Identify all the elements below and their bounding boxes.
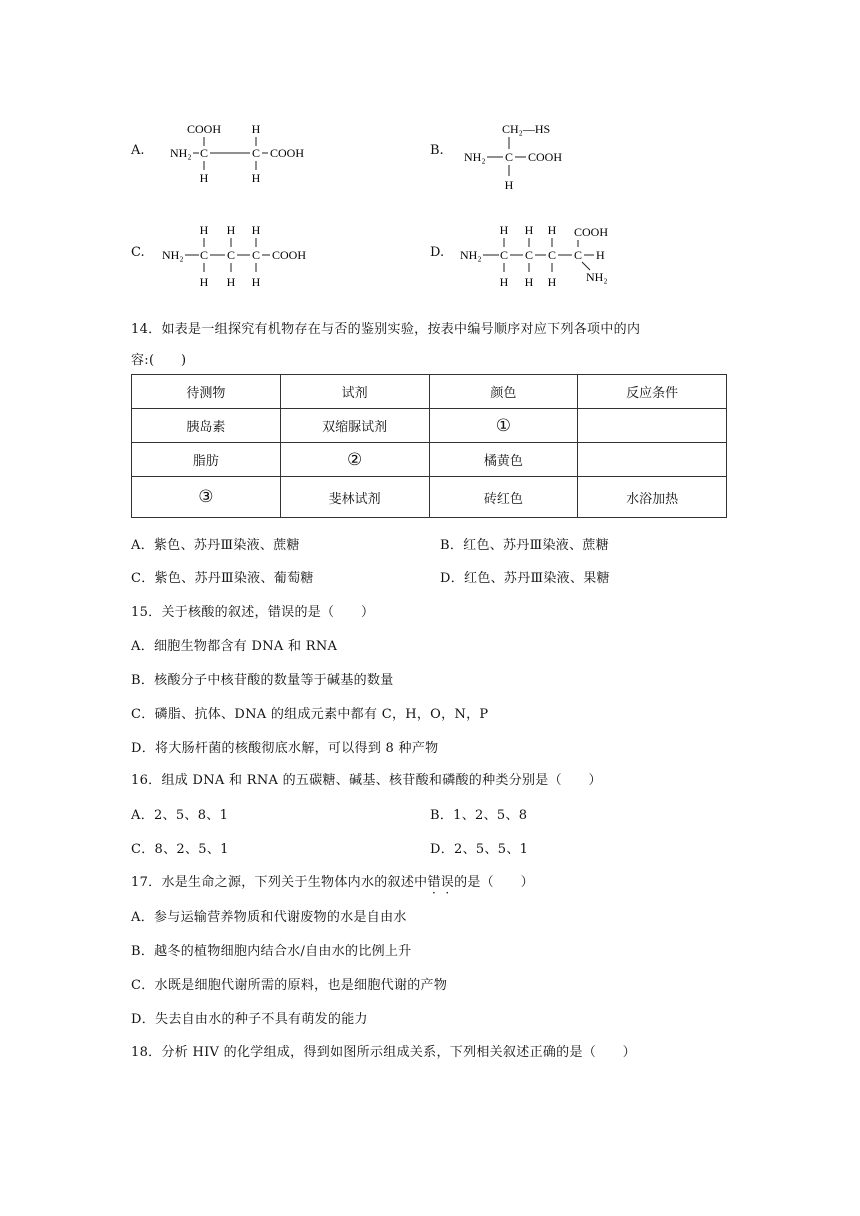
q14-option-d: D．红色、苏丹Ⅲ染液、果糖 [440, 571, 610, 586]
q16-option-c: C．8、2、5、1 [131, 842, 229, 857]
d-bottom-3: H [547, 275, 557, 289]
a-bottom-2: H [251, 171, 261, 185]
a-bottom-1: H [199, 171, 209, 185]
d-c2: C [524, 248, 534, 262]
q13-option-a-letter: A. [131, 143, 145, 158]
table-row [132, 443, 727, 477]
c-bottom-3: H [251, 275, 261, 289]
d-c4: C [573, 248, 583, 262]
c-c2: C [226, 248, 236, 262]
b-top: CH₂—HS [502, 122, 551, 136]
q13-option-b-structure [460, 116, 620, 196]
table-cell: ② [280, 443, 429, 477]
d-top-1: H [499, 223, 509, 237]
table-cell: ③ [132, 477, 281, 518]
q14-option-a: A．紫色、苏丹Ⅲ染液、蔗糖 [131, 538, 300, 553]
table-cell: 橘黄色 [429, 443, 578, 477]
d-bottom-4: NH₂ [586, 270, 608, 284]
c-c1: C [199, 248, 209, 262]
q16-option-a: A．2、5、8、1 [131, 808, 229, 823]
q17-option-b: B．越冬的植物细胞内结合水/自由水的比例上升 [131, 944, 412, 959]
a-left: NH₂ [170, 146, 192, 160]
q16-option-d: D．2、5、5、1 [430, 842, 529, 857]
table-cell: 脂肪 [132, 443, 281, 477]
d-top-4: COOH [574, 225, 609, 239]
q17-stem [131, 871, 534, 890]
d-bottom-1: H [499, 275, 509, 289]
d-bottom-2: H [524, 275, 534, 289]
a-top-1: COOH [186, 122, 222, 136]
table-row [132, 477, 727, 518]
q15-option-d: D．将大肠杆菌的核酸彻底水解，可以得到 8 种产物 [131, 741, 439, 756]
table-cell: 胰岛素 [132, 409, 281, 443]
q13-option-d-structure [456, 220, 636, 294]
table-header-cell: 待测物 [132, 375, 281, 409]
q16-stem: 16．组成 DNA 和 RNA 的五碳糖、碱基、核苷酸和磷酸的种类分别是（ ） [131, 773, 602, 788]
table-cell [578, 409, 727, 443]
q17-option-a: A．参与运输营养物质和代谢废物的水是自由水 [131, 910, 407, 925]
q14-stem-line1: 14．如表是一组探究有机物存在与否的鉴别实验，按表中编号顺序对应下列各项中的内 [131, 322, 641, 337]
q13-option-b-letter: B. [430, 143, 444, 158]
q14-stem-line2: 容:( ) [131, 353, 187, 368]
b-c1: C [504, 150, 514, 164]
table-cell [578, 443, 727, 477]
q15-stem: 15．关于核酸的叙述，错误的是（ ） [131, 605, 375, 620]
table-cell: ① [429, 409, 578, 443]
b-bottom: H [504, 178, 514, 192]
table-header-cell: 颜色 [429, 375, 578, 409]
b-right: COOH [528, 150, 563, 164]
d-c1: C [499, 248, 509, 262]
q16-option-b: B．1、2、5、8 [430, 808, 528, 823]
q13-option-a-structure [160, 116, 330, 190]
q13-option-c-structure [158, 220, 328, 294]
q17-emphasis-char-1: 错 [427, 875, 441, 890]
table-header-cell: 试剂 [280, 375, 429, 409]
c-bottom-2: H [226, 275, 236, 289]
q17-stem-pre: 17．水是生命之源，下列关于生物体内水的叙述中 [131, 875, 428, 890]
table-header-row [132, 375, 727, 409]
a-top-2: H [251, 122, 261, 136]
c-left: NH₂ [162, 248, 184, 262]
a-right: COOH [270, 146, 305, 160]
q14-option-c: C．紫色、苏丹Ⅲ染液、葡萄糖 [131, 571, 314, 586]
c-right: COOH [272, 248, 307, 262]
q17-option-d: D．失去自由水的种子不具有萌发的能力 [131, 1012, 368, 1027]
table-cell: 双缩脲试剂 [280, 409, 429, 443]
c-bottom-1: H [199, 275, 209, 289]
q14-option-b: B．红色、苏丹Ⅲ染液、蔗糖 [440, 538, 609, 553]
q17-stem-post: 的是（ ） [454, 875, 534, 890]
c-top-2: H [226, 223, 236, 237]
table-cell: 砖红色 [429, 477, 578, 518]
q15-option-c: C．磷脂、抗体、DNA 的组成元素中都有 C，H，O，N，P [131, 707, 489, 722]
q13-option-d-letter: D. [430, 245, 445, 260]
q18-stem: 18．分析 HIV 的化学组成，得到如图所示组成关系，下列相关叙述正确的是（ ） [131, 1045, 636, 1060]
table-header-cell: 反应条件 [578, 375, 727, 409]
table-cell: 斐林试剂 [280, 477, 429, 518]
q15-option-b: B．核酸分子中核苷酸的数量等于碱基的数量 [131, 673, 394, 688]
table-cell: 水浴加热 [578, 477, 727, 518]
q14-table [131, 374, 727, 518]
d-top-2: H [524, 223, 534, 237]
d-left: NH₂ [460, 248, 482, 262]
a-c2: C [251, 146, 261, 160]
c-top-1: H [199, 223, 209, 237]
q15-option-a: A．细胞生物都含有 DNA 和 RNA [131, 639, 338, 654]
c-top-3: H [251, 223, 261, 237]
d-c3: C [547, 248, 557, 262]
d-top-3: H [547, 223, 557, 237]
c-c3: C [251, 248, 261, 262]
q17-option-c: C．水既是细胞代谢所需的原料，也是细胞代谢的产物 [131, 978, 448, 993]
q17-emphasis-char-2: 误 [440, 875, 455, 890]
a-c1: C [199, 146, 209, 160]
d-right: H [596, 248, 605, 262]
table-row [132, 409, 727, 443]
q13-option-c-letter: C. [131, 245, 145, 260]
b-left: NH₂ [464, 150, 486, 164]
